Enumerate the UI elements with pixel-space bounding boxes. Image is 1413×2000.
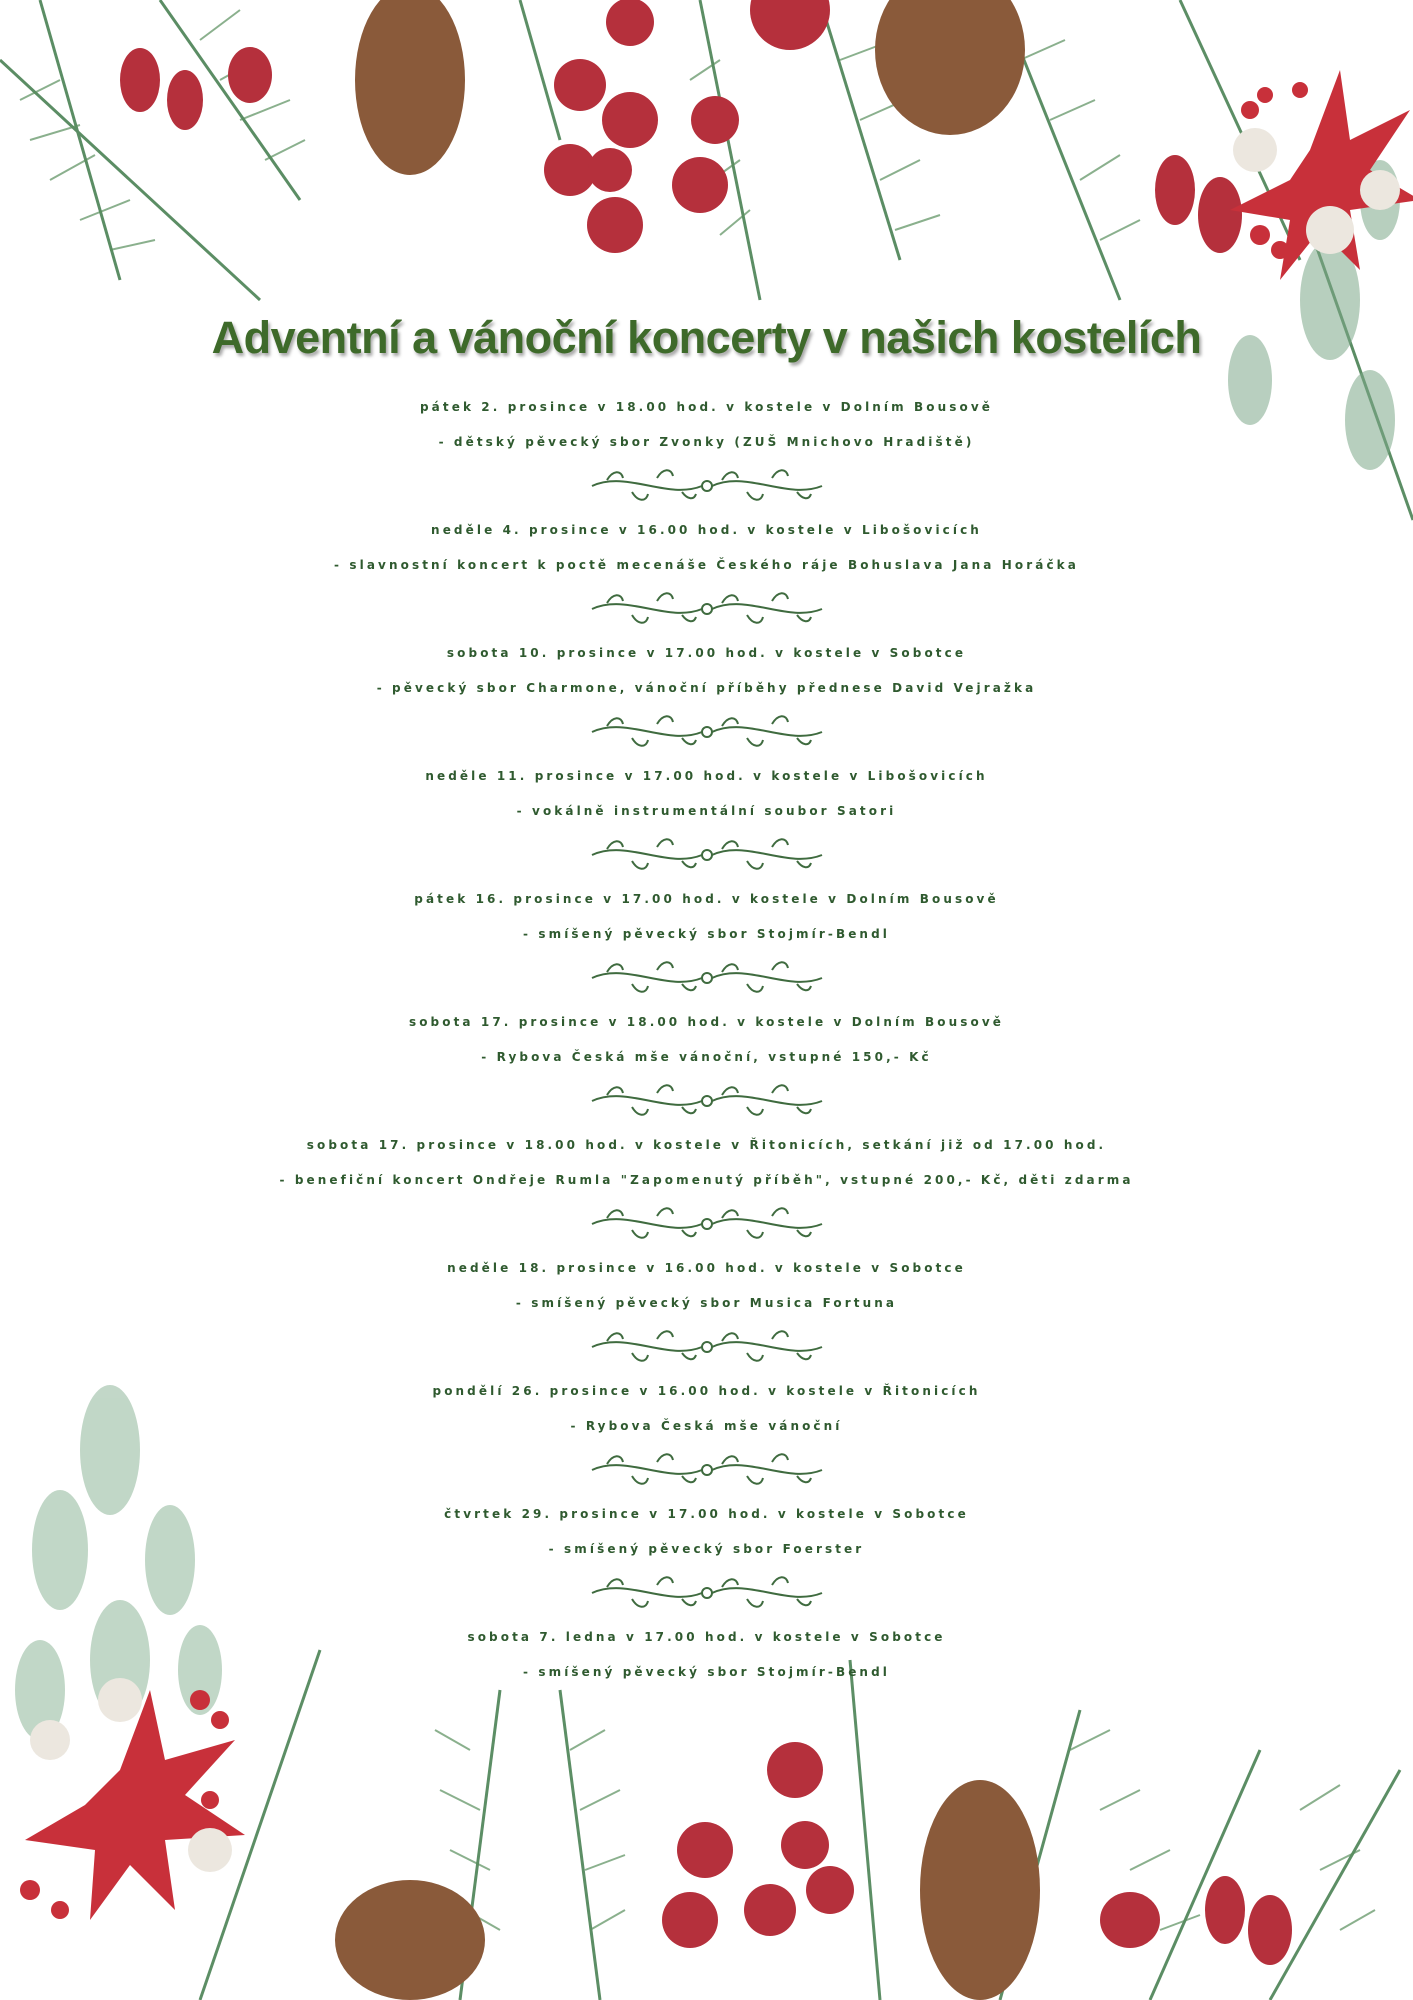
concert-description: - smíšený pěvecký sbor Stojmír-Bendl — [523, 927, 890, 941]
concert-item — [0, 636, 1413, 706]
concert-item — [0, 513, 1413, 583]
ornament-divider-icon — [587, 460, 827, 513]
concert-description: - smíšený pěvecký sbor Musica Fortuna — [515, 1296, 898, 1310]
concert-date-line: neděle 4. prosince v 16.00 hod. v kostele v Libošovicích — [431, 523, 982, 537]
concert-description: - vokálně instrumentální soubor Satori — [516, 804, 897, 818]
concert-date-line: sobota 17. prosince v 18.00 hod. v kostele v Dolním Bousově — [408, 1015, 1005, 1029]
concert-item — [0, 390, 1413, 460]
concert-item — [0, 882, 1413, 952]
concert-description: - smíšený pěvecký sbor Foerster — [548, 1542, 865, 1556]
concert-date-line: sobota 17. prosince v 18.00 hod. v kostele v Řitonicích, setkání již od 17.00 hod. — [306, 1138, 1107, 1152]
concert-description: - benefiční koncert Ondřeje Rumla "Zapomenutý příběh", vstupné 200,- Kč, děti zdarma — [279, 1173, 1134, 1187]
concert-description: - slavnostní koncert k poctě mecenáše Českého ráje Bohuslava Jana Horáčka — [334, 558, 1079, 572]
concert-item — [0, 1251, 1413, 1321]
ornament-divider-icon — [587, 829, 827, 882]
concert-date-line: neděle 18. prosince v 16.00 hod. v kostele v Sobotce — [447, 1261, 966, 1275]
concert-date-line: sobota 10. prosince v 17.00 hod. v kostele v Sobotce — [446, 646, 967, 660]
ornament-divider-icon — [587, 1321, 827, 1374]
concert-date-line: neděle 11. prosince v 17.00 hod. v kostele v Libošovicích — [425, 769, 988, 783]
concert-description: - pěvecký sbor Charmone, vánoční příběhy přednese David Vejražka — [376, 681, 1037, 695]
concert-list — [0, 390, 1413, 1690]
ornament-divider-icon — [587, 1075, 827, 1128]
concert-item — [0, 759, 1413, 829]
concert-date-line: pondělí 26. prosince v 16.00 hod. v kostele v Řitonicích — [432, 1384, 981, 1398]
concert-item — [0, 1497, 1413, 1567]
concert-date-line: pátek 16. prosince v 17.00 hod. v kostele v Dolním Bousově — [414, 892, 999, 906]
concert-item — [0, 1128, 1413, 1198]
ornament-divider-icon — [587, 1444, 827, 1497]
concert-item — [0, 1620, 1413, 1690]
page-title: Adventní a vánoční koncerty v našich kostelích — [211, 312, 1202, 363]
concert-date-line: čtvrtek 29. prosince v 17.00 hod. v kostele v Sobotce — [444, 1507, 969, 1521]
concert-description: - Rybova Česká mše vánoční — [570, 1419, 843, 1433]
ornament-divider-icon — [587, 583, 827, 636]
concert-item — [0, 1005, 1413, 1075]
concert-item — [0, 1374, 1413, 1444]
ornament-divider-icon — [587, 706, 827, 759]
concert-description: - Rybova Česká mše vánoční, vstupné 150,- Kč — [481, 1050, 932, 1064]
ornament-divider-icon — [587, 952, 827, 1005]
ornament-divider-icon — [587, 1567, 827, 1620]
concert-date-line: sobota 7. ledna v 17.00 hod. v kostele v Sobotce — [467, 1630, 946, 1644]
concert-date-line: pátek 2. prosince v 18.00 hod. v kostele v Dolním Bousově — [419, 400, 994, 414]
concert-description: - smíšený pěvecký sbor Stojmír-Bendl — [523, 1665, 890, 1679]
ornament-divider-icon — [587, 1198, 827, 1251]
concert-description: - dětský pěvecký sbor Zvonky (ZUŠ Mnichovo Hradiště) — [438, 435, 975, 449]
